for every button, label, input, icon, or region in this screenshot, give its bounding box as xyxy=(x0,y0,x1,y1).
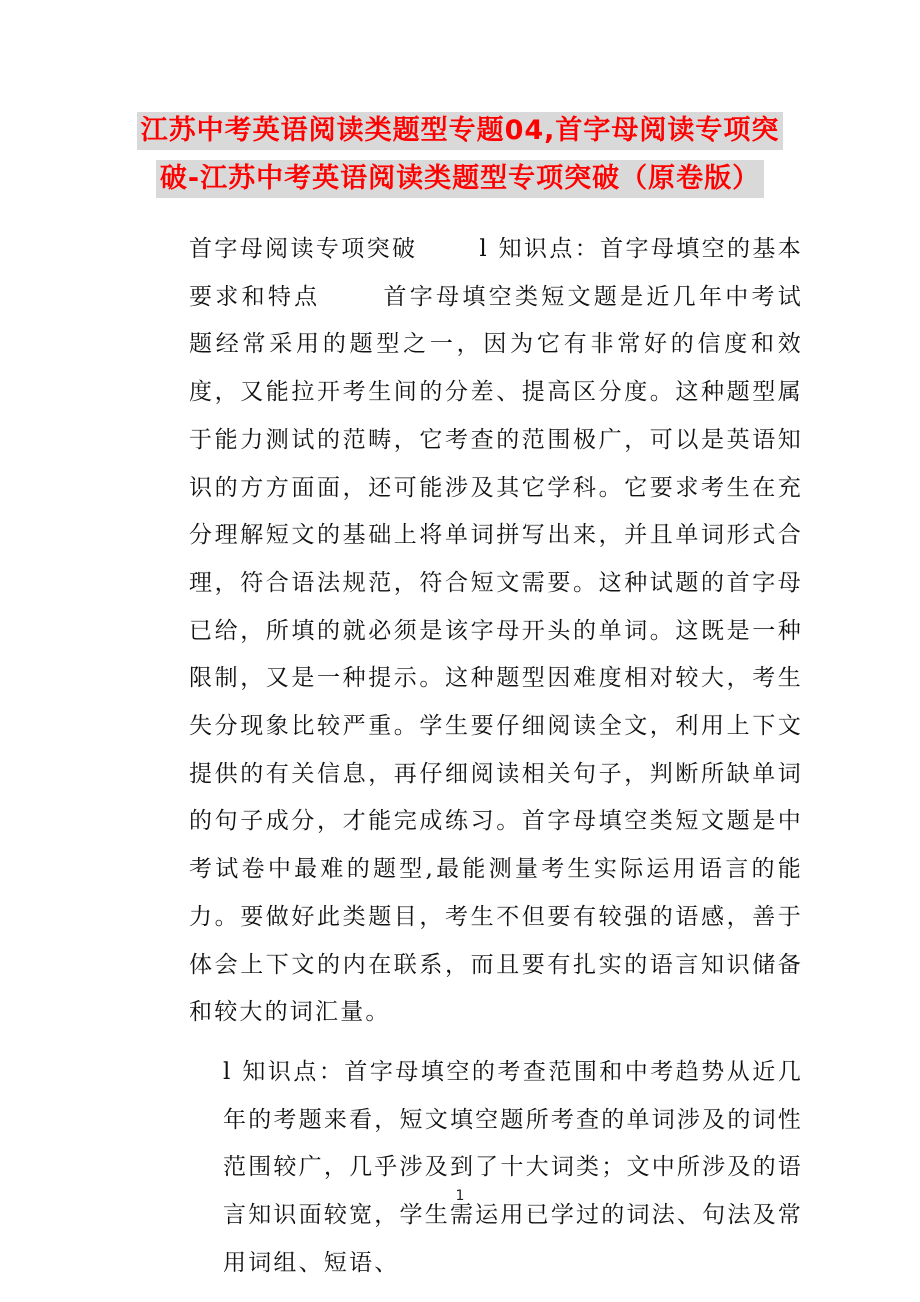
title-line-1: 江苏中考英语阅读类题型专题04,首字母阅读专项突 xyxy=(137,112,784,150)
paragraph-1-body: 首字母填空类短文题是近几年中考试题经常采用的题型之一，因为它有非常好的信度和效度，又能拉开考生间的分差、提高区分度。这种题型属于能力测试的范畴，它考查的范围极广，可以是英语知识的方方面面，还可能涉及其它学科。它要求考生在充分理解短文的基础上将单词拼写出来，并且单词形式合理，符合语法规范，符合短文需要。这种试题的首字母已给，所填的就必须是该字母开头的单词。这既是一种限制，又是一种提示。这种题型因难度相对较大，考生失分现象比较严重。学生要仔细阅读全文，利用上下文提供的有关信息，再仔细阅读相关句子，判断所缺单词的句子成分，才能完成练习。首字母填空类短文题是中考试卷中最难的题型,最能测量考生实际运用语言的能力。要做好此类题目，考生不但要有较强的语感，善于体会上下文的内在联系，而且要有扎实的语言知识储备和较大的词汇量。 xyxy=(189,283,804,1026)
paragraph-1 xyxy=(143,226,803,1037)
page-number: 1 xyxy=(455,1188,465,1204)
section-heading-1: l 知识点：首字母填空的基本要求和特点 xyxy=(189,236,803,310)
lead-heading: 首字母阅读专项突破 xyxy=(189,236,418,262)
paragraph-2 xyxy=(143,1049,803,1288)
document-title xyxy=(0,112,920,198)
section-heading-2: l 知识点：首字母填空的考查范围和中考趋势 xyxy=(223,1058,727,1085)
title-line-2: 破-江苏中考英语阅读类题型专项突破（原卷版） xyxy=(156,160,764,198)
paragraph-2-body: 从近几年的考题来看，短文填空题所考查的单词涉及的词性范围较广，几乎涉及到了十大词类；文中所涉及的语言知识面较宽，学生需运用已学过的词法、句法及常用词组、短语、 xyxy=(223,1058,803,1276)
document-body xyxy=(143,226,803,1287)
